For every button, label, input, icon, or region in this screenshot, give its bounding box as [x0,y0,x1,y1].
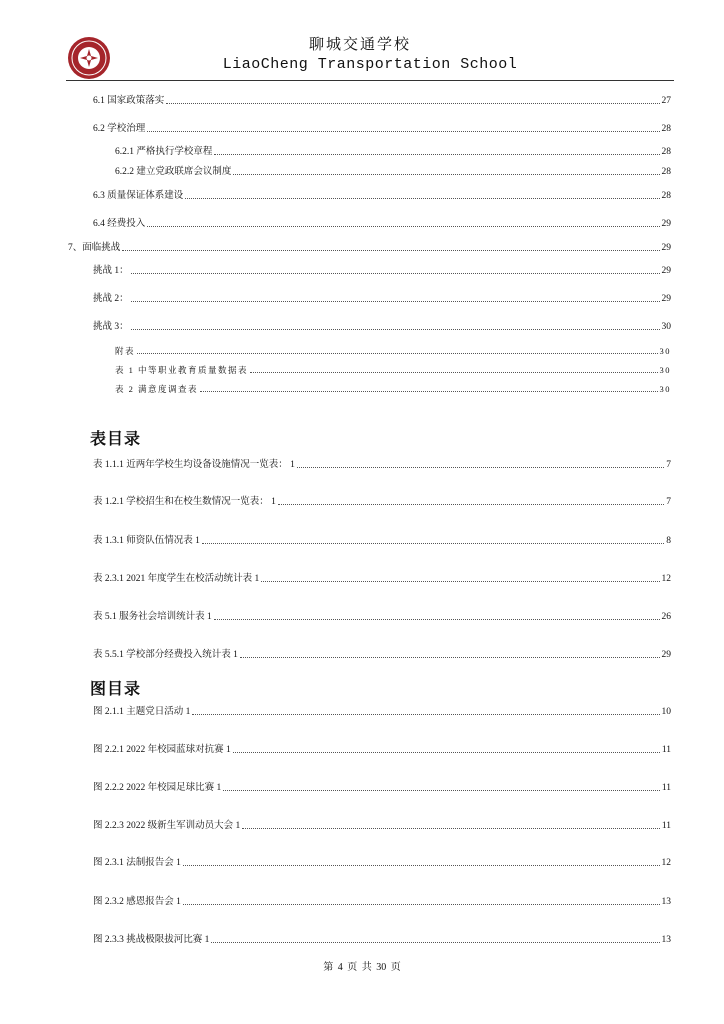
leader-dots [214,154,659,155]
figure-entry-page: 11 [661,821,671,831]
leader-dots [233,752,660,753]
leader-dots [242,828,660,829]
leader-dots [137,353,657,354]
leader-dots [192,714,659,715]
figure-entry-page: 13 [661,935,671,945]
table-entry-page: 7 [666,497,671,507]
leader-dots [147,131,659,132]
figure-list-entry[interactable] [93,782,671,794]
figure-entry-page: 11 [661,745,671,755]
leader-dots [166,103,659,104]
toc-entry-page: 29 [661,266,671,276]
toc-entry-page: 30 [659,365,671,375]
leader-dots [131,273,660,274]
toc-entry-page: 28 [661,124,671,134]
toc-entry-label: 6.2.2 建立党政联席会议制度 [115,167,232,177]
table-list-entry[interactable] [93,611,671,623]
figure-entry-label: 图 2.3.3 挑战极限拔河比赛 1 [93,935,210,945]
figure-entry-page: 12 [661,858,671,868]
toc-entry-page: 28 [661,191,671,201]
toc-entry[interactable] [115,166,671,178]
toc-entry[interactable] [93,265,671,277]
leader-dots [183,904,660,905]
toc-entry-page: 30 [659,384,671,394]
toc-entry[interactable] [115,146,671,158]
toc-entry-page: 30 [659,346,671,356]
figure-list-entry[interactable] [93,706,671,718]
figure-entry-page: 11 [661,783,671,793]
leader-dots [202,543,664,544]
toc-entry-page: 28 [661,167,671,177]
figure-list-entry[interactable] [93,896,671,908]
toc-entry-label: 表 1 中等职业教育质量数据表 [115,365,249,375]
toc-entry[interactable] [68,242,671,254]
leader-dots [233,174,659,175]
figure-list-entry[interactable] [93,744,671,756]
toc-entry-label: 6.2 学校治理 [93,124,146,134]
figure-list-entry[interactable] [93,857,671,869]
table-entry-label: 表 2.3.1 2021 年度学生在校活动统计表 1 [93,574,260,584]
table-list-entry[interactable] [93,649,671,661]
table-entry-label: 表 1.2.1 学校招生和在校生数情况一览表： 1 [93,497,276,507]
leader-dots [223,790,660,791]
table-list-entry[interactable] [93,573,671,585]
leader-dots [131,329,660,330]
table-entry-page: 12 [661,574,671,584]
table-entry-label: 表 5.5.1 学校部分经费投入统计表 1 [93,650,238,660]
toc-entry-label: 6.1 国家政策落实 [93,96,165,106]
figure-entry-page: 13 [661,897,671,907]
toc-entry-label: 6.2.1 严格执行学校章程 [115,147,213,157]
leader-dots [211,942,659,943]
leader-dots [214,619,660,620]
table-entry-label: 表 5.1 服务社会培训统计表 1 [93,612,212,622]
leader-dots [183,865,660,866]
figure-entry-label: 图 2.2.2 2022 年校园足球比赛 1 [93,783,222,793]
leader-dots [250,372,657,373]
toc-entry-label: 7、面临挑战 [68,243,121,253]
toc-entry[interactable] [115,345,671,357]
toc-entry-label: 挑战 3： [93,322,129,332]
figure-list-entry[interactable] [93,820,671,832]
leader-dots [297,467,664,468]
figure-entry-label: 图 2.2.1 2022 年校园蓝球对抗赛 1 [93,745,231,755]
table-entry-page: 8 [666,536,671,546]
toc-entry[interactable] [93,190,671,202]
toc-entry[interactable] [93,218,671,230]
toc-entry-page: 30 [661,322,671,332]
toc-entry[interactable] [93,123,671,135]
figure-entry-label: 图 2.3.2 感恩报告会 1 [93,897,181,907]
toc-entry-label: 附表 [115,346,136,356]
toc-entry-label: 挑战 1： [93,266,129,276]
figure-entry-label: 图 2.1.1 主题党日活动 1 [93,707,191,717]
header-school-name-en: LiaoCheng Transportation School [222,56,518,73]
leader-dots [122,250,659,251]
figure-entry-label: 图 2.2.3 2022 级新生军训动员大会 1 [93,821,241,831]
leader-dots [185,198,659,199]
toc-entry-page: 29 [661,243,671,253]
toc-entry[interactable] [93,95,671,107]
table-entry-page: 7 [666,460,671,470]
toc-entry-label: 6.3 质量保证体系建设 [93,191,184,201]
toc-entry[interactable] [93,293,671,305]
header-school-name-cn: 聊城交通学校 [308,35,411,53]
figure-entry-page: 10 [661,707,671,717]
leader-dots [200,391,657,392]
leader-dots [261,581,659,582]
page-footer: 第 4 页 共 30 页 [323,962,401,973]
toc-entry-page: 29 [661,294,671,304]
toc-entry[interactable] [115,364,671,376]
toc-entry-page: 27 [661,96,671,106]
leader-dots [147,226,659,227]
toc-entry-label: 挑战 2： [93,294,129,304]
toc-entry-page: 28 [661,147,671,157]
table-entry-page: 26 [661,612,671,622]
table-list-entry[interactable] [93,535,671,547]
table-list-entry[interactable] [93,459,671,471]
figure-entry-label: 图 2.3.1 法制报告会 1 [93,858,181,868]
toc-entry[interactable] [115,383,671,395]
tables-section-title: 表目录 [90,429,142,448]
toc-entry-page: 29 [661,219,671,229]
leader-dots [240,657,660,658]
figure-list-entry[interactable] [93,934,671,946]
leader-dots [131,301,660,302]
table-entry-page: 29 [661,650,671,660]
toc-entry[interactable] [93,321,671,333]
table-entry-label: 表 1.1.1 近两年学校生均设备设施情况一览表： 1 [93,460,295,470]
toc-entry-label: 6.4 经费投入 [93,219,146,229]
toc-entry-label: 表 2 满意度调查表 [115,384,199,394]
table-entry-label: 表 1.3.1 师资队伍情况表 1 [93,536,200,546]
table-list-entry[interactable] [93,496,671,508]
leader-dots [278,504,664,505]
figures-section-title: 图目录 [90,679,142,698]
